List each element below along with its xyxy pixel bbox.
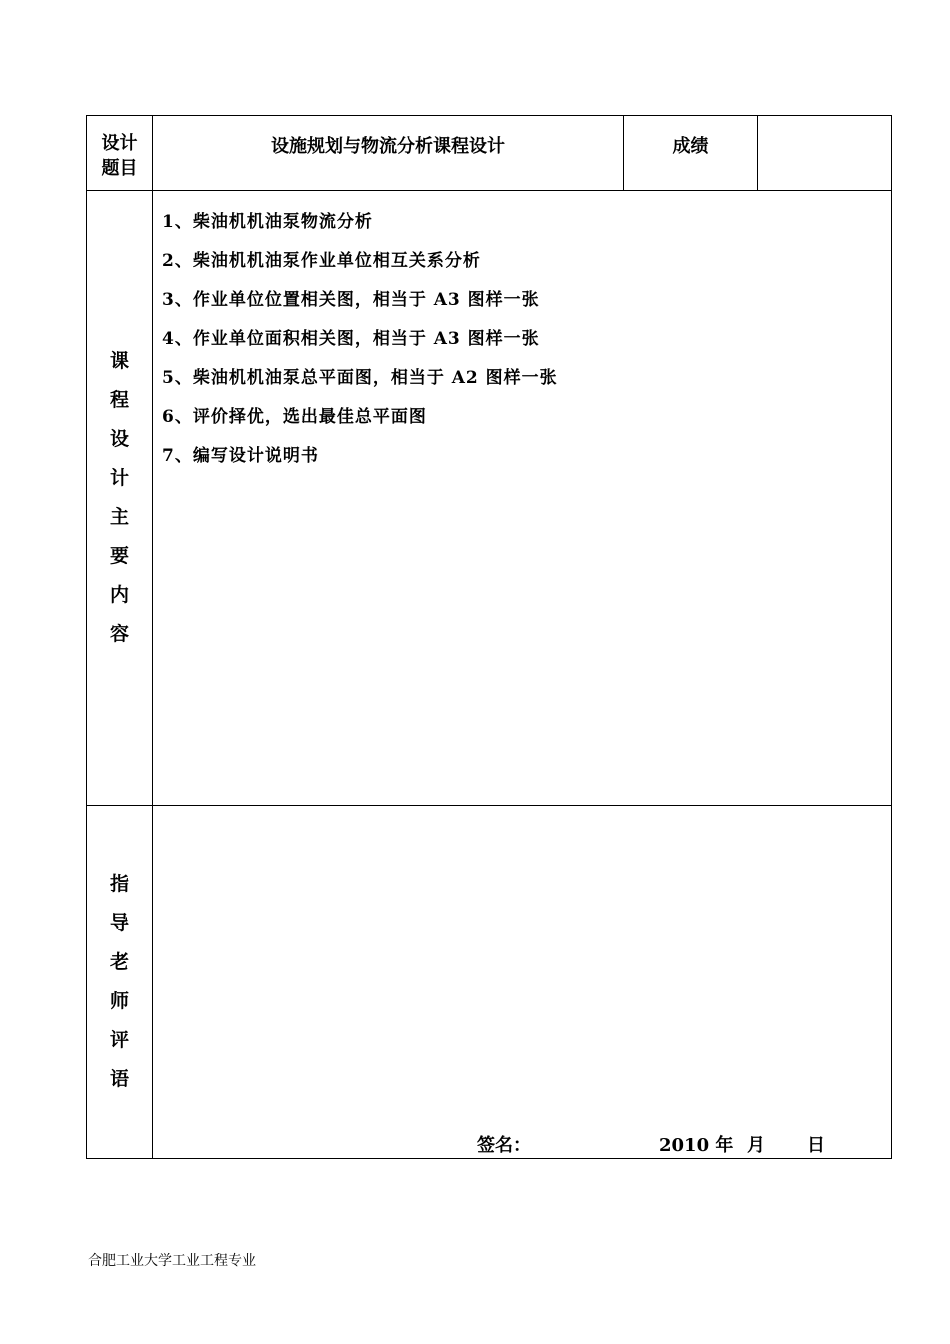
content-label-char: 课	[109, 350, 129, 372]
comment-label-char: 评	[109, 1029, 129, 1051]
content-item: 6、评价择优，选出最佳总平面图	[162, 407, 427, 427]
date-year: 2010 年	[659, 1135, 734, 1156]
course-title: 设施规划与物流分析课程设计	[271, 136, 505, 157]
content-item: 4、作业单位面积相关图，相当于 A3 图样一张	[162, 329, 540, 349]
comment-label-char: 指	[109, 873, 129, 895]
comment-row	[87, 806, 892, 1159]
content-item: 7、编写设计说明书	[162, 446, 319, 466]
content-row	[87, 191, 892, 806]
score-label: 成绩	[672, 136, 709, 157]
comment-label-char: 导	[109, 912, 129, 934]
comment-label-char: 师	[109, 990, 129, 1012]
score-label-cell	[624, 116, 758, 191]
design-topic-label-cell	[87, 116, 153, 191]
content-label-char: 主	[109, 506, 129, 528]
design-topic-label-line1: 设计	[101, 133, 138, 154]
comment-label-char: 老	[109, 951, 129, 973]
course-title-cell	[153, 116, 624, 191]
comment-cell	[153, 806, 892, 1159]
date-day: 日	[807, 1135, 825, 1156]
footer-text: 合肥工业大学工业工程专业	[88, 1253, 256, 1269]
design-topic-label-line2: 题目	[101, 158, 138, 179]
score-value-cell	[758, 116, 892, 191]
content-label-char: 程	[109, 389, 129, 411]
comment-label-cell	[87, 806, 153, 1159]
content-item: 3、作业单位位置相关图，相当于 A3 图样一张	[162, 290, 540, 310]
content-label-char: 要	[109, 545, 129, 567]
content-label-char: 容	[109, 623, 129, 645]
content-label-char: 内	[109, 584, 129, 606]
signature-label: 签名：	[477, 1135, 531, 1156]
course-design-form	[86, 115, 892, 1159]
content-item: 1、柴油机机油泵物流分析	[162, 212, 373, 232]
date-month: 月	[747, 1135, 765, 1156]
content-item: 5、柴油机机油泵总平面图，相当于 A2 图样一张	[162, 368, 558, 388]
content-label-cell	[87, 191, 153, 806]
content-list	[162, 203, 891, 476]
content-label-char: 设	[109, 428, 129, 450]
comment-label-char: 语	[109, 1068, 129, 1090]
content-items-cell	[153, 191, 892, 806]
signature-row	[477, 1131, 825, 1157]
header-row	[87, 116, 892, 191]
content-item: 2、柴油机机油泵作业单位相互关系分析	[162, 251, 481, 271]
content-label-char: 计	[109, 467, 129, 489]
